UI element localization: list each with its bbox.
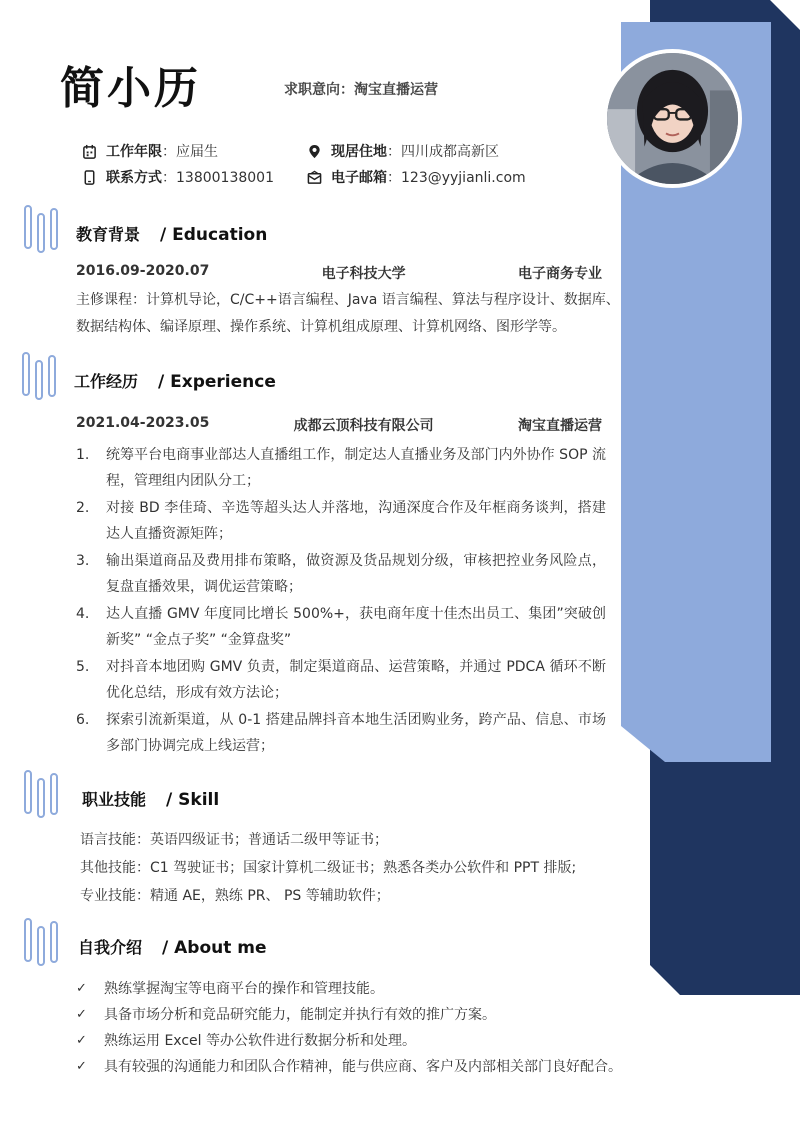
email-value: ：123@yyjianli.com [387,170,526,186]
section-decoration-experience [22,352,58,402]
list-item: 1. 统筹平台电商事业部达人直播组工作，制定达人直播业务及部门内外协作 SOP 流程，管理组内团队分工； [76,447,606,489]
avatar-illustration [607,53,738,184]
list-item: 5. 对抖音本地团购 GMV 负责，制定渠道商品、运营策略，并通过 PDCA 循环不断优化总结，形成有效方法论； [76,659,606,701]
check-icon: ✓ [76,1007,87,1022]
location-pin-icon [307,144,322,159]
education-title-cn: 教育背景 [76,225,141,244]
job-intent-label: 求职意向： [284,82,354,98]
info-work-years [82,141,218,161]
check-icon: ✓ [76,981,87,996]
about-title-en: / About me [162,938,267,958]
courses-line-2: 数据结构体、编译原理、操作系统、计算机组成原理、计算机网络、图形学等。 [76,319,566,335]
section-title-education [76,222,267,245]
list-item: 4. 达人直播 GMV 年度同比增长 500%+，获电商年度十佳杰出员工、集团”突破创新奖” “金点子奖” “金算盘奖” [76,606,606,648]
avatar [603,49,742,188]
list-item: ✓ 熟练运用 Excel 等办公软件进行数据分析和处理。 [76,1028,622,1054]
job-intent [284,79,438,99]
work-years-label: 工作年限 [106,144,162,160]
list-item: ✓ 具有较强的沟通能力和团队合作精神，能与供应商、客户及内部相关部门良好配合。 [76,1054,622,1080]
section-title-experience [74,369,276,392]
candidate-name: 简小历 [60,63,201,114]
location-label: 现居住地 [331,144,387,160]
experience-row [76,415,602,435]
skill-line-other: 其他技能：C1 驾驶证书；国家计算机二级证书；熟悉各类办公软件和 PPT 排版; [80,860,577,876]
info-email [307,167,526,187]
experience-period: 2021.04-2023.05 [76,415,210,431]
skills-list [80,826,576,910]
list-item: ✓ 熟练掌握淘宝等电商平台的操作和管理技能。 [76,976,622,1002]
email-label: 电子邮箱 [331,170,387,186]
info-phone [82,167,274,187]
phone-icon [82,170,97,185]
education-title-en: / Education [160,225,268,245]
list-item: 2. 对接 BD 李佳琦、辛选等超头达人并落地，沟通深度合作及年框商务谈判，搭建达人直播资源矩阵； [76,500,606,542]
list-item: 6. 探索引流新渠道，从 0-1 搭建品牌抖音本地生活团购业务，跨产品、信息、市场多部门协调完成上线运营； [76,712,606,754]
skill-title-cn: 职业技能 [82,790,147,809]
education-period: 2016.09-2020.07 [76,263,210,279]
experience-title-en: / Experience [158,372,276,392]
experience-title-cn: 工作经历 [74,372,139,391]
list-item: 3. 输出渠道商品及费用排布策略，做资源及货品规划分级，审核把控业务风险点，复盘直播效果，调优运营策略； [76,553,606,595]
skill-line-language: 语言技能：英语四级证书；普通话二级甲等证书； [80,832,388,848]
experience-position: 淘宝直播运营 [518,418,602,434]
courses-line-1: 主修课程：计算机导论，C/C++语言编程、Java 语言编程、算法与程序设计、数据库、 [76,292,620,308]
education-row [76,263,602,283]
section-decoration-education [24,205,60,255]
email-icon [307,170,322,185]
check-icon: ✓ [76,1033,87,1048]
section-decoration-about [24,918,60,968]
education-school: 电子科技大学 [321,266,406,282]
phone-label: 联系方式 [106,170,162,186]
experience-company: 成都云顶科技有限公司 [293,418,434,434]
phone-value: ：13800138001 [162,170,274,186]
check-icon: ✓ [76,1059,87,1074]
section-title-skill [82,787,219,810]
section-decoration-skill [24,770,60,820]
info-location [307,141,499,161]
section-title-about [78,935,267,958]
skill-title-en: / Skill [166,790,220,810]
calendar-icon [82,144,97,159]
education-courses [76,287,636,341]
skill-line-professional: 专业技能：精通 AE，熟练 PR、 PS 等辅助软件； [80,888,390,904]
list-item: ✓ 具备市场分析和竞品研究能力，能制定并执行有效的推广方案。 [76,1002,622,1028]
education-major: 电子商务专业 [518,266,602,282]
about-list [76,976,622,1080]
work-years-value: ：应届生 [162,144,218,160]
location-value: ：四川成都高新区 [387,144,499,160]
about-title-cn: 自我介绍 [78,938,143,957]
job-intent-value: 淘宝直播运营 [354,82,438,98]
experience-duties [76,442,606,760]
